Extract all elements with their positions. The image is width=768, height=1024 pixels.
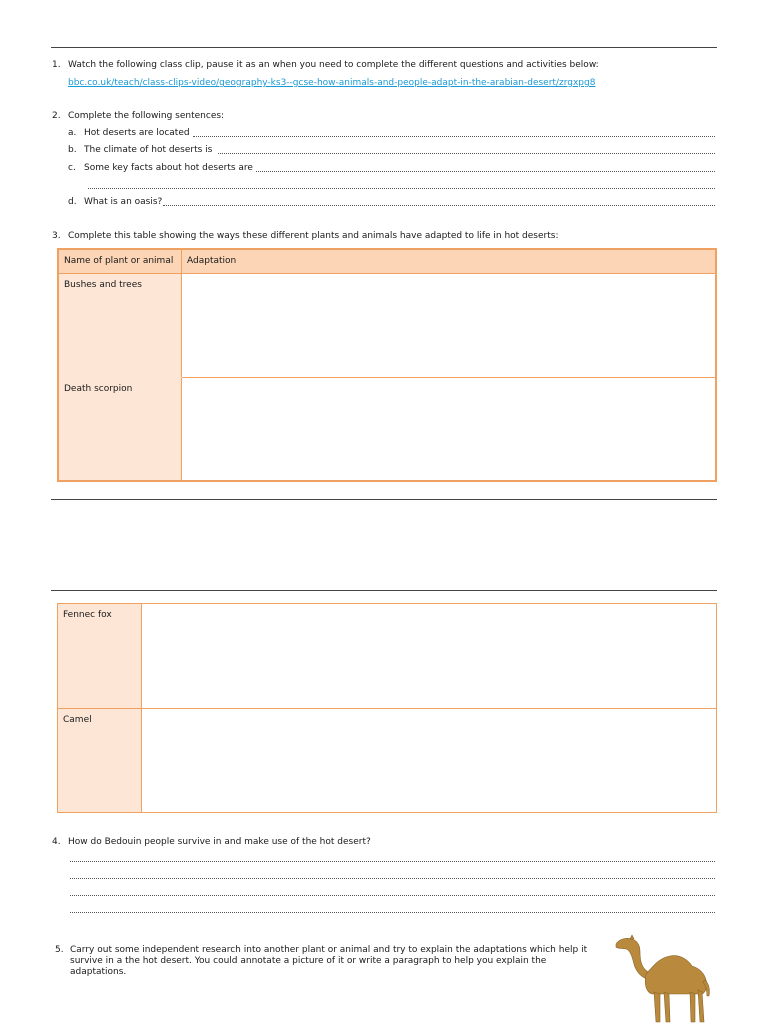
top-divider [51, 47, 717, 48]
q2-c-answer-line-2[interactable] [88, 188, 715, 189]
q2-number: 2. [52, 111, 61, 121]
q2-d-answer-line[interactable] [163, 205, 715, 206]
row-name-death-scorpion: Death scorpion [58, 377, 182, 481]
col-header-adaptation: Adaptation [182, 249, 717, 273]
row-adaptation-camel[interactable] [142, 709, 717, 813]
q2-a-answer-line[interactable] [193, 136, 715, 137]
q2-a-text: Hot deserts are located [84, 128, 190, 138]
row-adaptation-death-scorpion[interactable] [182, 377, 717, 481]
row-name-fennec-fox: Fennec fox [58, 604, 142, 709]
q2-b-text: The climate of hot deserts is [84, 145, 213, 155]
row-name-camel: Camel [58, 709, 142, 813]
row-adaptation-bushes-trees[interactable] [182, 273, 717, 377]
q2-d-letter: d. [68, 197, 77, 207]
q5-number: 5. [55, 945, 64, 955]
q1-number: 1. [52, 60, 61, 70]
page-end-divider [51, 499, 717, 500]
row-adaptation-fennec-fox[interactable] [142, 604, 717, 709]
q4-text: How do Bedouin people survive in and make use of the hot desert? [68, 837, 371, 847]
q1-link[interactable]: bbc.co.uk/teach/class-clips-video/geography-ks3--gcse-how-animals-and-people-adapt-in-the-arabian-desert/zrgxpg8 [68, 78, 596, 88]
q3-number: 3. [52, 231, 61, 241]
q2-c-letter: c. [68, 163, 76, 173]
q2-c-text: Some key facts about hot deserts are [84, 163, 253, 173]
adaptation-table-2 [57, 603, 717, 813]
page-start-divider [51, 590, 717, 591]
q2-b-answer-line[interactable] [218, 153, 715, 154]
q2-a-letter: a. [68, 128, 77, 138]
q2-b-letter: b. [68, 145, 77, 155]
camel-illustration-icon [612, 934, 716, 1024]
q4-number: 4. [52, 837, 61, 847]
q3-text: Complete this table showing the ways these different plants and animals have adapted to life in hot deserts: [68, 231, 559, 241]
q1-text: Watch the following class clip, pause it as an when you need to complete the different questions and activities below: [68, 60, 599, 70]
q4-answer-line-3[interactable] [70, 895, 715, 896]
adaptation-table-1 [57, 248, 717, 482]
q2-text: Complete the following sentences: [68, 111, 225, 121]
q4-answer-line-4[interactable] [70, 912, 715, 913]
q4-answer-line-1[interactable] [70, 861, 715, 862]
q2-d-text: What is an oasis? [84, 197, 163, 207]
q5-text: Carry out some independent research into another plant or animal and try to explain the adaptations which help it survive in a the hot desert. You could annotate a picture of it or write a paragraph to help you explain the adaptations. [70, 945, 588, 977]
col-header-name: Name of plant or animal [58, 249, 182, 273]
q2-c-answer-line[interactable] [256, 171, 715, 172]
q4-answer-line-2[interactable] [70, 878, 715, 879]
row-name-bushes-trees: Bushes and trees [58, 273, 182, 377]
